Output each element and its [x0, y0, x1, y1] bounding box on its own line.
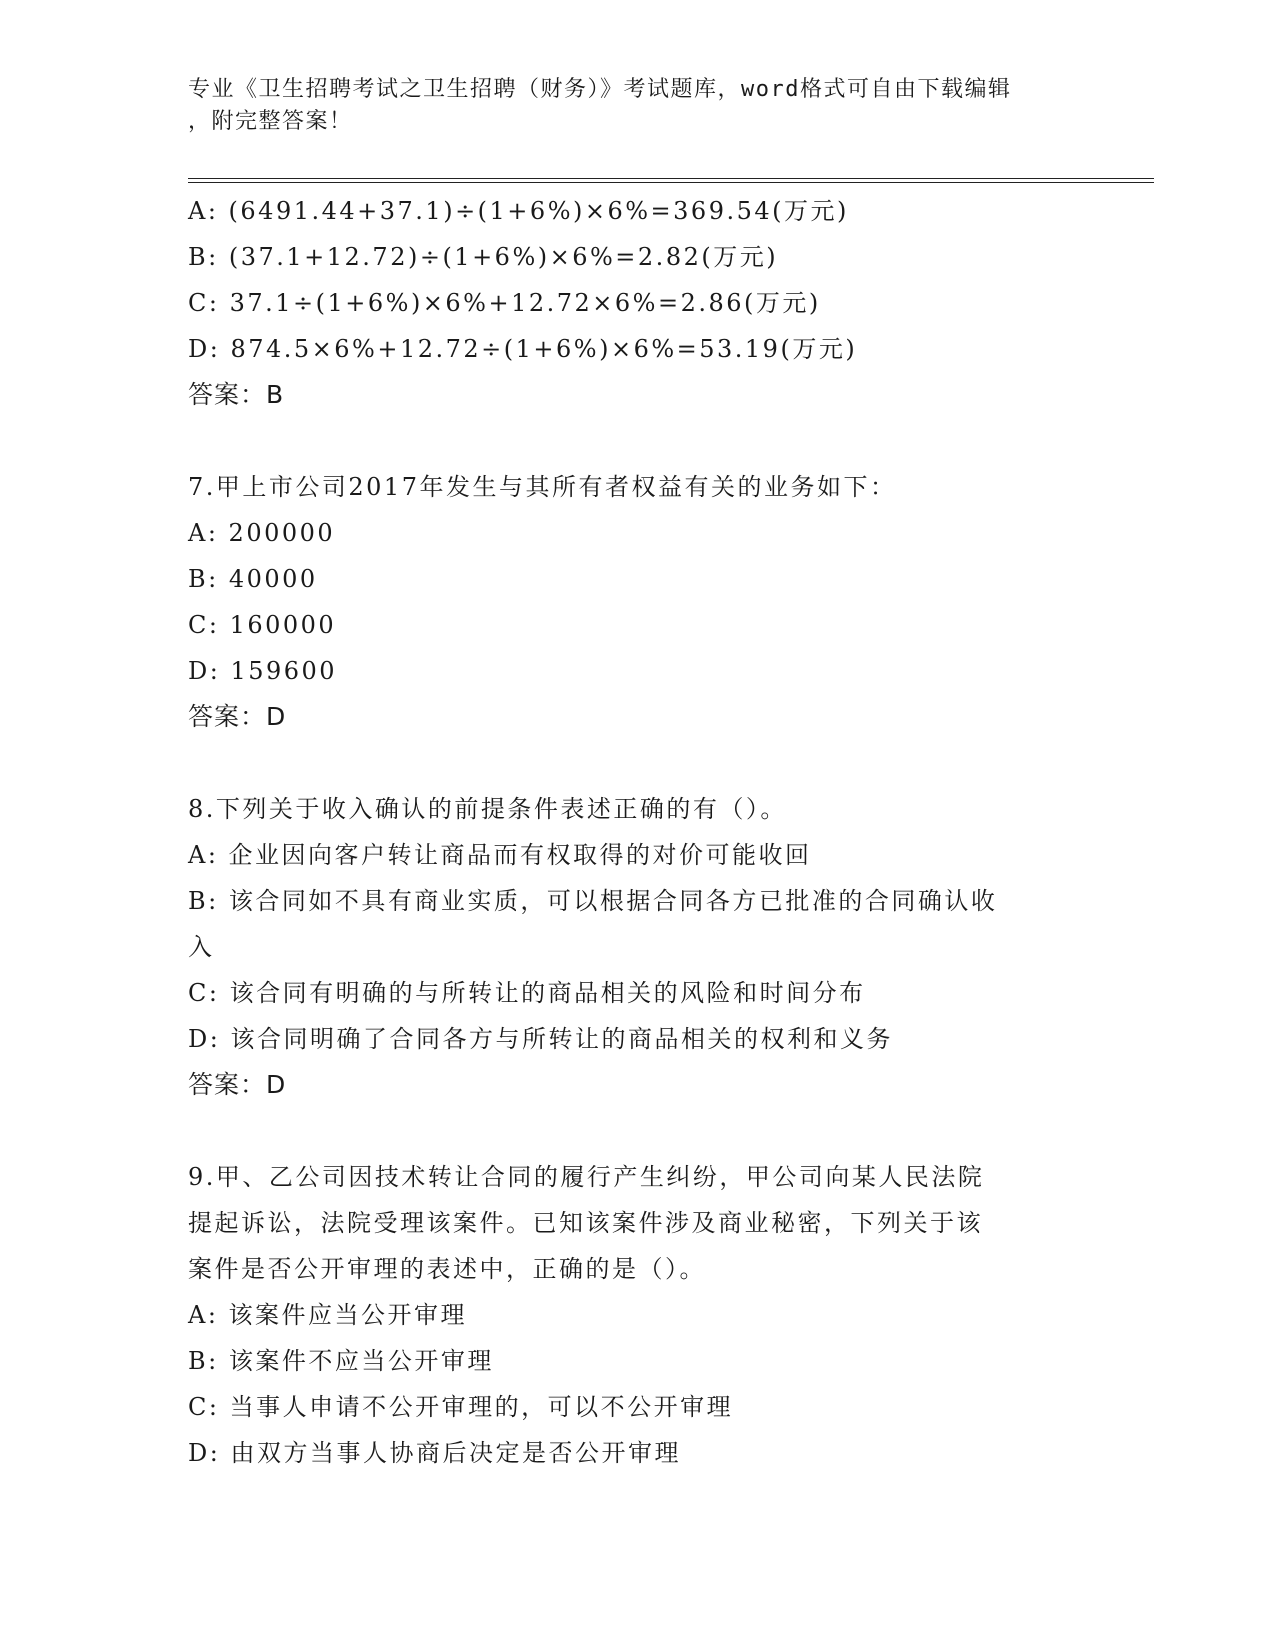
spacer [188, 1108, 1088, 1154]
option-b: B: 该案件不应当公开审理 [188, 1347, 494, 1375]
question-stem: 9.甲、乙公司因技术转让合同的履行产生纠纷，甲公司向某人民法院 [188, 1163, 985, 1191]
answer: 答案：D [188, 702, 287, 731]
option-c: C: 160000 [188, 611, 337, 639]
option-c: C: 37.1÷(1+6%)×6%+12.72×6%=2.86(万元) [188, 289, 821, 317]
option-b: B: 40000 [188, 565, 318, 593]
spacer [188, 740, 1088, 786]
option-d: D: 由双方当事人协商后决定是否公开审理 [188, 1439, 681, 1467]
document-header [188, 74, 1068, 138]
answer: 答案：B [188, 380, 285, 409]
spacer [188, 418, 1088, 464]
header-title-line-2: ，附完整答案！ [188, 109, 353, 134]
option-c: C: 该合同有明确的与所转让的商品相关的风险和时间分布 [188, 979, 866, 1007]
question-stem: 7.甲上市公司2017年发生与其所有者权益有关的业务如下： [188, 473, 897, 501]
question-stem-continued: 提起诉讼，法院受理该案件。已知该案件涉及商业秘密，下列关于该 [188, 1209, 983, 1237]
option-d: D: 该合同明确了合同各方与所转让的商品相关的权利和义务 [188, 1025, 893, 1053]
question-6 [188, 188, 1088, 418]
option-b: B: 该合同如不具有商业实质，可以根据合同各方已批准的合同确认收 [188, 887, 998, 915]
question-list [188, 188, 1088, 1476]
question-7 [188, 464, 1088, 740]
option-a: A: 企业因向客户转让商品而有权取得的对价可能收回 [188, 841, 812, 869]
question-9 [188, 1154, 1088, 1476]
answer: 答案：D [188, 1070, 287, 1099]
header-divider [188, 178, 1154, 183]
option-c: C: 当事人申请不公开审理的，可以不公开审理 [188, 1393, 734, 1421]
header-title-line-1: 专业《卫生招聘考试之卫生招聘（财务）》考试题库，word格式可自由下载编辑 [188, 77, 1012, 102]
option-b: B: (37.1+12.72)÷(1+6%)×6%=2.82(万元) [188, 243, 779, 271]
option-a: A: 200000 [188, 519, 336, 547]
question-8 [188, 786, 1088, 1108]
question-stem-continued: 案件是否公开审理的表述中，正确的是（）。 [188, 1255, 706, 1283]
option-a: A: (6491.44+37.1)÷(1+6%)×6%=369.54(万元) [188, 197, 849, 225]
option-d: D: 874.5×6%+12.72÷(1+6%)×6%=53.19(万元) [188, 335, 858, 363]
option-d: D: 159600 [188, 657, 338, 685]
question-stem: 8.下列关于收入确认的前提条件表述正确的有（）。 [188, 795, 787, 823]
option-a: A: 该案件应当公开审理 [188, 1301, 468, 1329]
option-b-continued: 入 [188, 933, 215, 961]
